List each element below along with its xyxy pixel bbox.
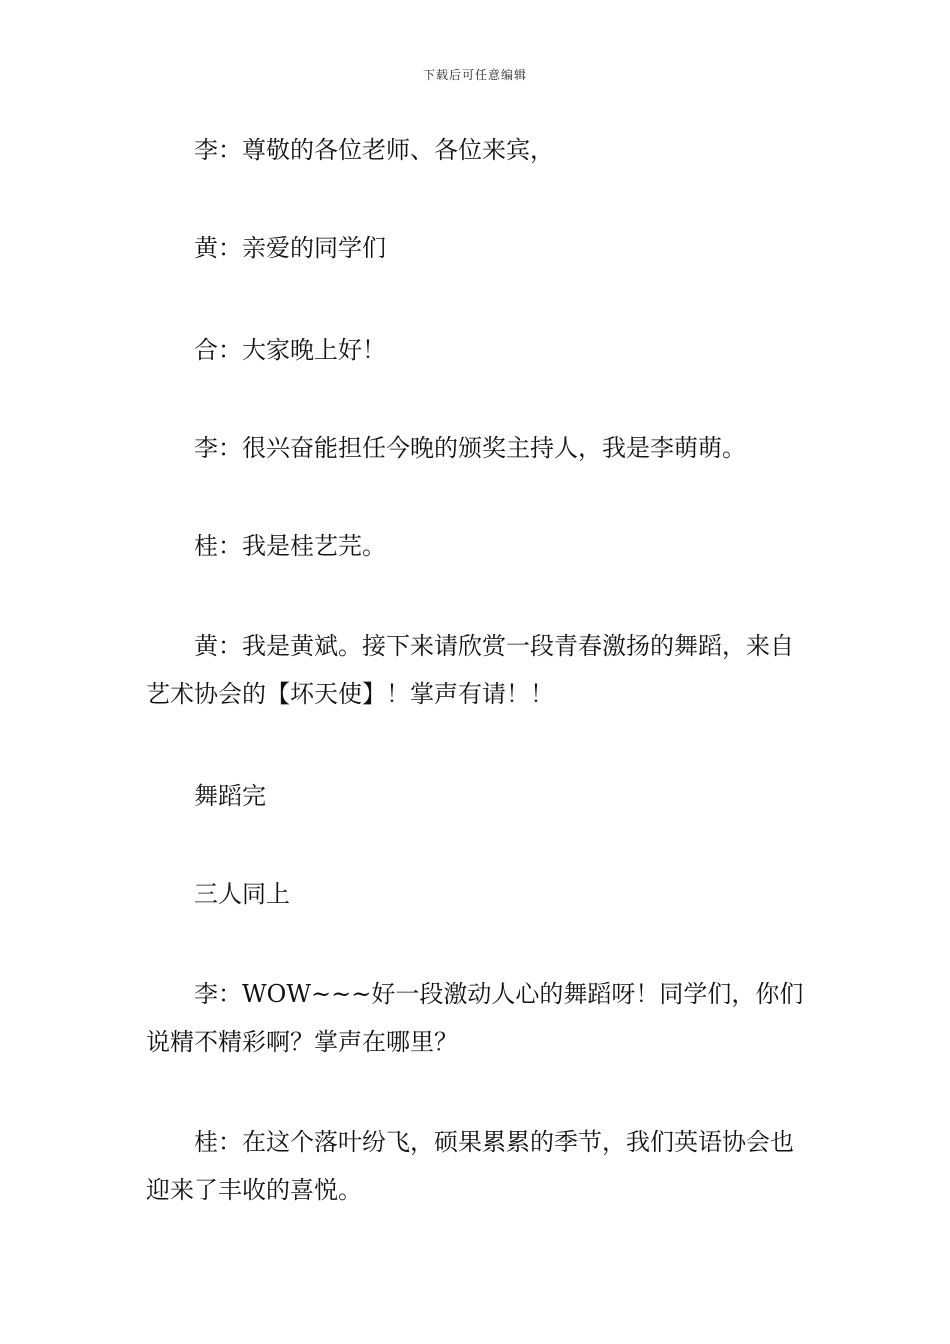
page-header-note: 下载后可任意编辑	[422, 68, 527, 82]
paragraph-2: 黄：亲爱的同学们	[194, 234, 386, 262]
paragraph-5: 桂：我是桂艺芫。	[194, 532, 386, 560]
paragraph-7: 舞蹈完	[194, 782, 266, 810]
paragraph-6: 黄：我是黄斌。接下来请欣赏一段青春激扬的舞蹈，来自艺术协会的【坏天使】！掌声有请！！	[146, 632, 794, 708]
paragraph-4: 李：很兴奋能担任今晚的颁奖主持人，我是李萌萌。	[194, 434, 746, 462]
paragraph-3: 合：大家晚上好！	[194, 336, 386, 364]
paragraph-1: 李：尊敬的各位老师、各位来宾，	[194, 136, 554, 164]
paragraph-8: 三人同上	[194, 880, 290, 908]
paragraph-9: 李：WOW~~~好一段激动人心的舞蹈呀！同学们，你们说精不精彩啊？掌声在哪里？	[146, 980, 804, 1056]
paragraph-10: 桂：在这个落叶纷飞，硕果累累的季节，我们英语协会也迎来了丰收的喜悦。	[146, 1128, 794, 1204]
